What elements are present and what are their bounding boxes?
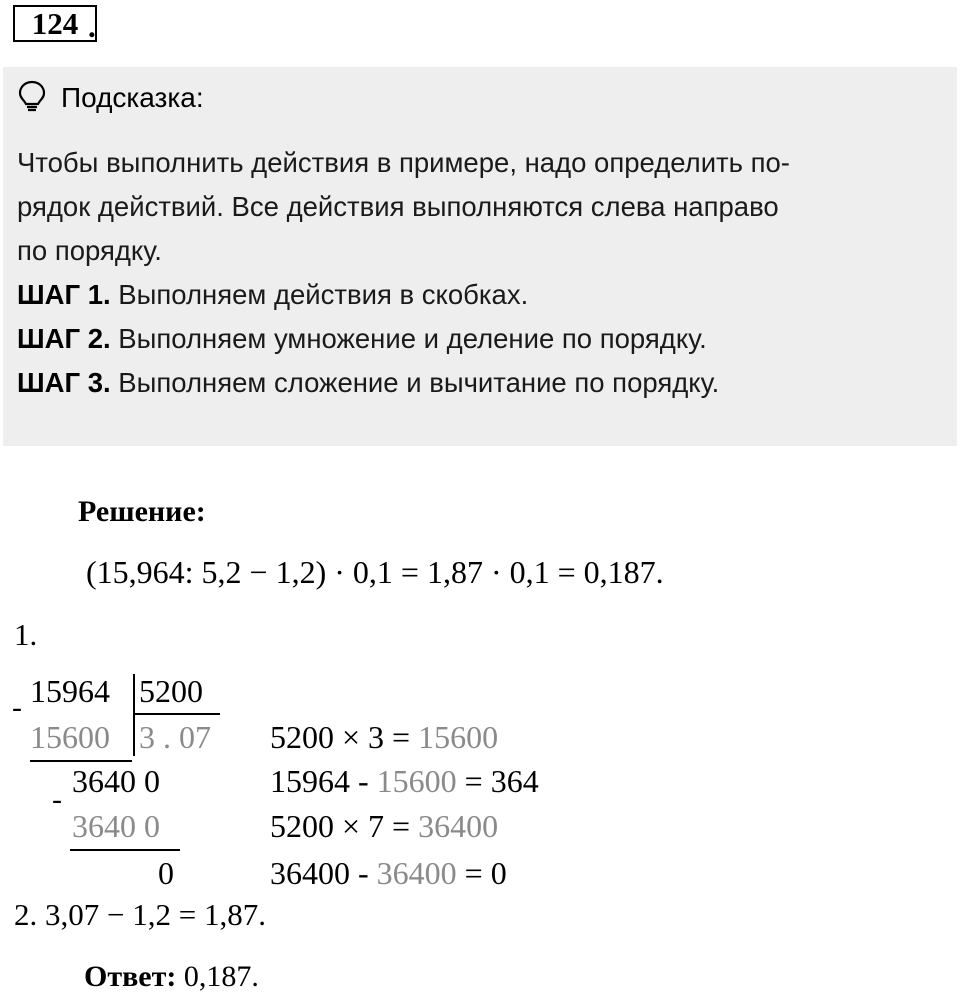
dividend: 15964 <box>30 673 110 709</box>
subtraction-line-1 <box>30 760 132 762</box>
solution-equation: (15,964: 5,2 − 1,2) · 0,1 = 1,87 · 0,1 = 0,187. <box>86 554 664 590</box>
minus-sign: - <box>52 783 62 816</box>
hint-text <box>17 141 790 405</box>
hint-step-1 <box>17 273 790 317</box>
division-vertical-line <box>133 674 135 756</box>
step-label: ШАГ 3. <box>17 367 111 398</box>
task-number: 124 <box>13 5 97 42</box>
step-text: Выполняем умножение и деление по порядку. <box>110 323 707 354</box>
lightbulb-icon <box>17 80 47 112</box>
final-remainder: 0 <box>158 855 174 891</box>
hint-box <box>3 67 957 446</box>
hint-line: по порядку. <box>17 235 162 266</box>
step-text: Выполняем сложение и вычитание по порядку. <box>110 367 720 398</box>
step-label: ШАГ 2. <box>17 323 111 354</box>
subtrahend-2: 3640 0 <box>72 808 160 844</box>
quotient: 3 . 07 <box>139 719 211 755</box>
check-line-2: 15964 - 15600 = 364 <box>270 763 539 799</box>
remainder-1: 3640 0 <box>72 763 160 799</box>
divisor-underline <box>134 713 220 715</box>
check-line-4: 36400 - 36400 = 0 <box>270 855 507 891</box>
hint-line: Чтобы выполнить действия в примере, надо определить по- <box>17 147 790 178</box>
check-line-3: 5200 × 7 = 36400 <box>270 808 499 844</box>
hint-step-2 <box>17 317 790 361</box>
subtraction-line-2 <box>70 849 180 851</box>
step-text: Выполняем действия в скобках. <box>110 279 529 310</box>
step-label: ШАГ 1. <box>17 279 111 310</box>
hint-line: рядок действий. Все действия выполняются слева направо <box>17 191 779 222</box>
step1-label: 1. <box>14 617 38 652</box>
hint-step-3 <box>17 361 790 405</box>
answer <box>84 960 259 994</box>
task-number-dot: . <box>88 9 96 44</box>
minus-sign: - <box>12 691 22 724</box>
divisor: 5200 <box>139 673 203 709</box>
step2-equation: 2. 3,07 − 1,2 = 1,87. <box>14 897 266 932</box>
check-line-1: 5200 × 3 = 15600 <box>270 719 499 755</box>
subtrahend-1: 15600 <box>30 719 110 755</box>
hint-title: Подсказка: <box>61 82 204 113</box>
answer-value: 0,187. <box>176 960 259 993</box>
solution-title: Решение: <box>78 495 206 528</box>
answer-label: Ответ: <box>84 960 177 993</box>
